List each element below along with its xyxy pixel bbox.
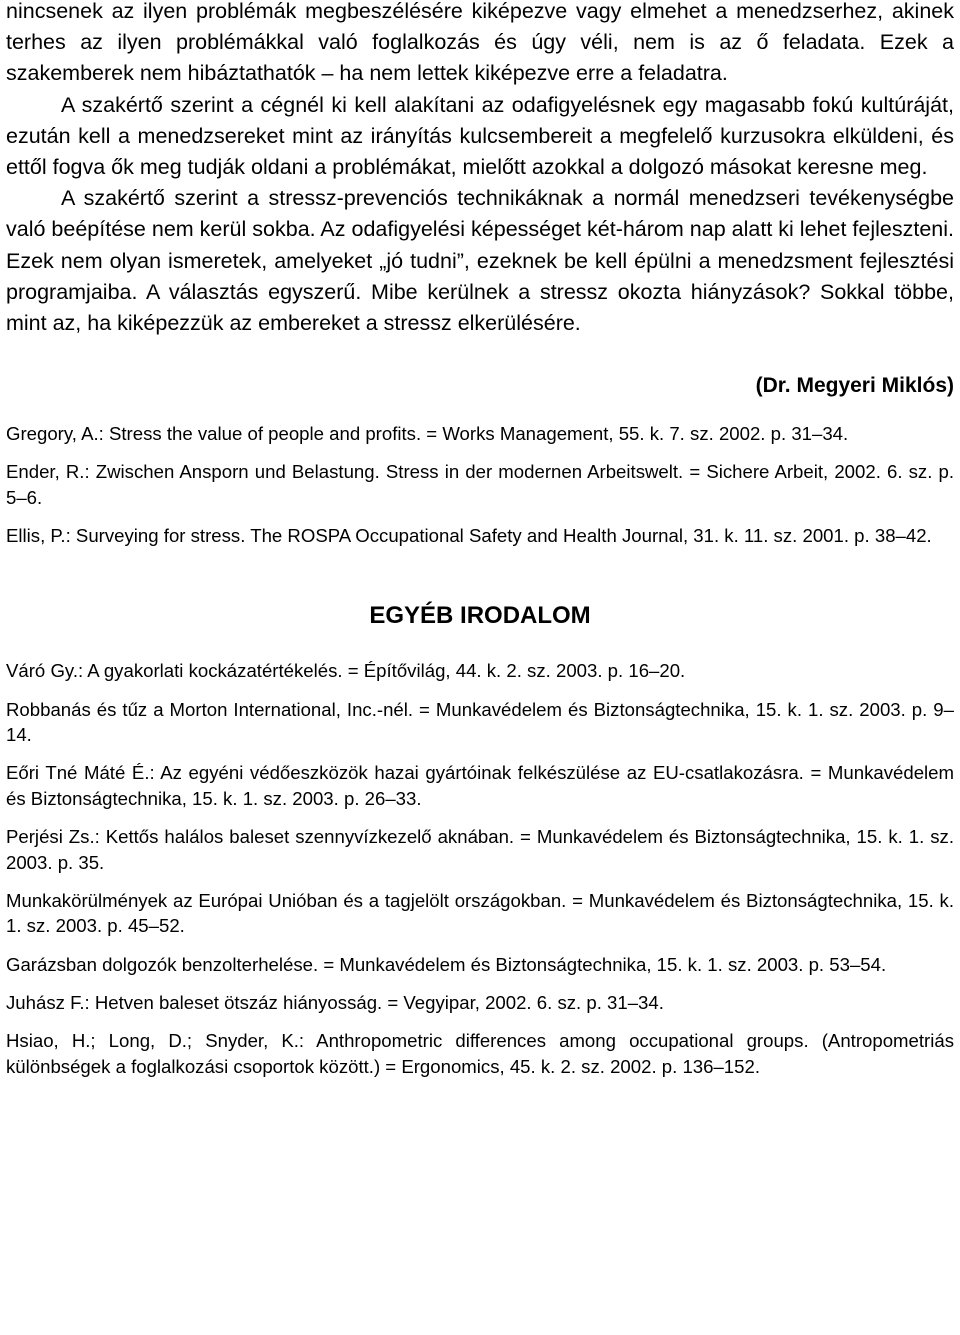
further-reading-list — [6, 658, 954, 1079]
body-paragraph: A szakértő szerint a stressz-prevenciós technikáknak a normál menedzseri tevékenységbe való beépítése nem kerül sokba. Az odafigyelési képességet két-három nap alatt ki lehet fejleszteni. Ezek nem olyan ismeretek, amelyeket „jó tudni”, ezeknek be kell épülni a menedzsment fejlesztési programjaiba. A választás egyszerű. Mibe kerülnek a stressz okozta hiányzások? Sokkal többe, mint az, ha kiképezzük az embereket a stressz elkerülésére. — [6, 186, 954, 336]
reference-item: Ender, R.: Zwischen Ansporn und Belastung. Stress in der modernen Arbeitswelt. = Sichere Arbeit, 2002. 6. sz. p. 5–6. — [6, 461, 954, 508]
reading-item: Garázsban dolgozók benzolterhelése. = Munkavédelem és Biztonságtechnika, 15. k. 1. sz. 2003. p. 53–54. — [6, 953, 887, 975]
body-paragraph: A szakértő szerint a cégnél ki kell alakítani az odafigyelésnek egy magasabb fokú kultúráját, ezután kell a menedzsereket mint az irányítás kulcsembereit a megfelelő kurzusokra elküldeni, és ettől fogva ők meg tudják oldani a problémákat, mielőtt azokkal a dolgozó másokat keresne meg. — [6, 92, 954, 180]
reference-item: Ellis, P.: Surveying for stress. The ROSPA Occupational Safety and Health Journal, 31. k. 11. sz. 2001. p. 38–42. — [6, 524, 932, 546]
reading-item: Hsiao, H.; Long, D.; Snyder, K.: Anthropometric differences among occupational groups. (Antropometriás különbségek a foglalkozási csoportok között.) = Ergonomics, 45. k. 2. sz. 2002. p. 136–152. — [6, 1030, 954, 1077]
reference-item: Gregory, A.: Stress the value of people and profits. = Works Management, 55. k. 7. sz. 2002. p. 31–34. — [6, 423, 849, 445]
reading-item: Munkakörülmények az Európai Unióban és a tagjelölt országokban. = Munkavédelem és Biztonságtechnika, 15. k. 1. sz. 2003. p. 45–52. — [6, 889, 954, 937]
body-paragraph: nincsenek az ilyen problémák megbeszélésére kiképezve vagy elmehet a menedzserhez, akinek terhes az ilyen problémákkal való foglalkozás és úgy véli, nem is az ő feladata. Ezek a szakemberek nem hibáztathatók – ha nem lettek kiképezve erre a feladatra. — [6, 0, 954, 86]
reading-item: Robbanás és tűz a Morton International, Inc.-nél. = Munkavédelem és Biztonságtechnika, 15. k. 1. sz. 2003. p. 9–14. — [6, 698, 954, 746]
reference-list — [6, 421, 954, 548]
document-page — [6, 0, 954, 1092]
section-title: EGYÉB IRODALOM — [369, 602, 591, 630]
reading-item: Juhász F.: Hetven baleset ötszáz hiányosság. = Vegyipar, 2002. 6. sz. p. 31–34. — [6, 992, 664, 1014]
reading-item: Perjési Zs.: Kettős halálos baleset szennyvízkezelő aknában. = Munkavédelem és Biztonságtechnika, 15. k. 1. sz. 2003. p. 35. — [6, 826, 954, 873]
reading-item: Váró Gy.: A gyakorlati kockázatértékelés. = Építővilág, 44. k. 2. sz. 2003. p. 16–20. — [6, 660, 686, 682]
reading-item: Eőri Tné Máté É.: Az egyéni védőeszközök hazai gyártóinak felkészülése az EU-csatlakozásra. = Munkavédelem és Biztonságtechnika, 15. k. 1. sz. 2003. p. 26–33. — [6, 762, 954, 809]
author-signature: (Dr. Megyeri Miklós) — [755, 374, 954, 398]
